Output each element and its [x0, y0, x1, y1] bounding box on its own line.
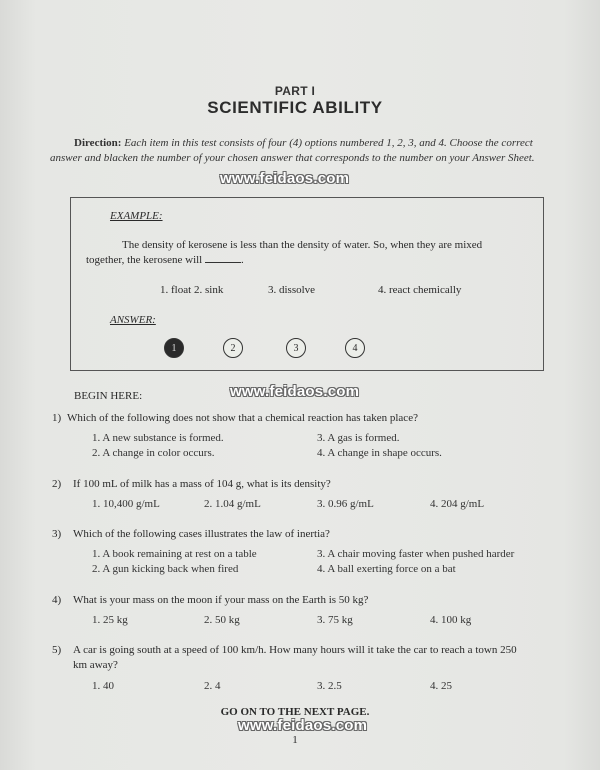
- answer-bubble-3[interactable]: 3: [286, 338, 306, 358]
- question-1-option-1: 1. A new substance is formed.: [92, 432, 224, 444]
- example-text-end: .: [241, 254, 244, 266]
- question-2-option-3: 3. 0.96 g/mL: [317, 498, 374, 510]
- question-5-text: A car is going south at a speed of 100 km/h. How many hours will it take the car to reach a town 250: [73, 644, 517, 656]
- direction-label: Direction:: [74, 137, 122, 149]
- example-option-4: 4. react chemically: [378, 284, 462, 296]
- page-number: 1: [292, 734, 298, 746]
- example-question: [86, 238, 506, 268]
- example-text: The density of kerosene is less than the density of water. So, when they are mixed together, the kerosene will: [86, 239, 483, 266]
- page-title: SCIENTIFIC ABILITY: [207, 98, 383, 117]
- answer-label: ANSWER:: [110, 314, 156, 326]
- example-label: EXAMPLE:: [110, 210, 163, 222]
- answer-blank: [205, 253, 241, 263]
- question-2-option-4: 4. 204 g/mL: [430, 498, 485, 510]
- watermark: www.feidaos.com: [238, 717, 368, 734]
- question-5-option-3: 3. 2.5: [317, 680, 342, 692]
- direction-paragraph: [50, 136, 545, 166]
- direction-text: Each item in this test consists of four (4) options numbered 1, 2, 3, and 4. Choose the correct answer and blacken the number of your chosen answer that corresponds to the number on your Answer Sheet.: [50, 137, 535, 164]
- question-5-option-2: 2. 4: [204, 680, 221, 692]
- question-4-option-4: 4. 100 kg: [430, 614, 472, 626]
- question-1-option-4: 4. A change in shape occurs.: [317, 447, 442, 459]
- answer-bubble-1[interactable]: 1: [164, 338, 184, 358]
- question-1-text: Which of the following does not show that a chemical reaction has taken place?: [67, 412, 418, 424]
- part-label: PART I: [274, 84, 316, 98]
- begin-here-label: BEGIN HERE:: [74, 390, 143, 402]
- go-on-notice: GO ON TO THE NEXT PAGE.: [220, 706, 370, 718]
- question-2-option-1: 1. 10,400 g/mL: [92, 498, 160, 510]
- question-5-number: 5): [52, 644, 62, 656]
- question-1-option-3: 3. A gas is formed.: [317, 432, 400, 444]
- answer-bubble-4[interactable]: 4: [345, 338, 365, 358]
- question-3-option-1: 1. A book remaining at rest on a table: [92, 548, 257, 560]
- question-3-option-3: 3. A chair moving faster when pushed harder: [317, 548, 515, 560]
- watermark: www.feidaos.com: [230, 383, 360, 400]
- question-2-number: 2): [52, 478, 62, 490]
- example-option-3: 3. dissolve: [268, 284, 316, 296]
- example-option-2: 2. sink: [194, 284, 224, 296]
- question-4-option-2: 2. 50 kg: [204, 614, 240, 626]
- question-2-text: If 100 mL of milk has a mass of 104 g, what is its density?: [73, 478, 331, 490]
- question-4-number: 4): [52, 594, 62, 606]
- example-option-1: 1. float: [160, 284, 192, 296]
- question-3-option-4: 4. A ball exerting force on a bat: [317, 563, 456, 575]
- question-4-text: What is your mass on the moon if your mass on the Earth is 50 kg?: [73, 594, 369, 606]
- question-3-number: 3): [52, 528, 62, 540]
- question-1-option-2: 2. A change in color occurs.: [92, 447, 215, 459]
- question-5-text-cont: km away?: [73, 659, 118, 671]
- question-5-option-1: 1. 40: [92, 680, 114, 692]
- question-2-option-2: 2. 1.04 g/mL: [204, 498, 261, 510]
- answer-bubble-2[interactable]: 2: [223, 338, 243, 358]
- question-3-text: Which of the following cases illustrates the law of inertia?: [73, 528, 330, 540]
- question-5-option-4: 4. 25: [430, 680, 452, 692]
- question-1-number: 1): [52, 412, 62, 424]
- watermark: www.feidaos.com: [220, 170, 350, 187]
- question-3-option-2: 2. A gun kicking back when fired: [92, 563, 239, 575]
- question-4-option-1: 1. 25 kg: [92, 614, 128, 626]
- question-4-option-3: 3. 75 kg: [317, 614, 353, 626]
